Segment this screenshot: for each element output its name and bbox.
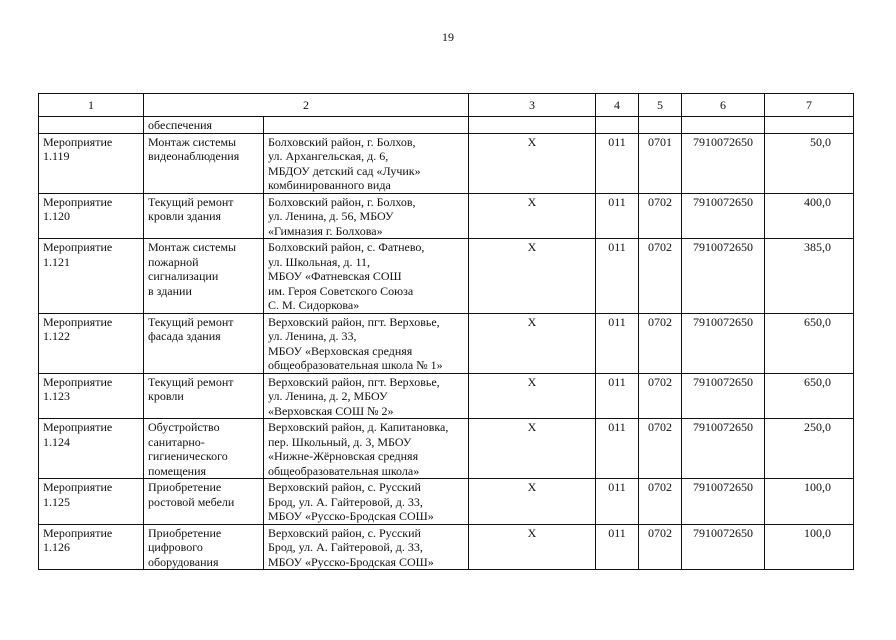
- amount-cell: 50,0: [765, 133, 854, 193]
- measure-id-cell: Мероприятие 1.123: [39, 373, 144, 419]
- budget-table: [38, 93, 854, 570]
- measure-id-cell: Мероприятие 1.125: [39, 479, 144, 525]
- col4-cell: 011: [596, 524, 639, 570]
- page-number: 19: [442, 30, 454, 44]
- measure-location-cell: Болховский район, г. Болхов, ул. Ленина, д. 56, МБОУ «Гимназия г. Болхова»: [264, 193, 469, 239]
- col4-cell: 011: [596, 313, 639, 373]
- col3-cell: Х: [469, 313, 596, 373]
- col3-cell: Х: [469, 133, 596, 193]
- col6-cell: 7910072650: [682, 193, 765, 239]
- col3-cell: Х: [469, 193, 596, 239]
- amount-cell: 100,0: [765, 524, 854, 570]
- amount-cell: 400,0: [765, 193, 854, 239]
- amount-cell: 100,0: [765, 479, 854, 525]
- table-row: [39, 419, 854, 479]
- table-row: [39, 313, 854, 373]
- measure-location-cell: Верховский район, пгт. Верховье, ул. Ленина, д. 33, МБОУ «Верховская средняя общеобразовательная школа № 1»: [264, 313, 469, 373]
- amount-cell: 250,0: [765, 419, 854, 479]
- col4-cell: 011: [596, 239, 639, 314]
- continuation-row: [39, 117, 854, 134]
- col5-cell: 0702: [639, 524, 682, 570]
- measure-id-cell: Мероприятие 1.119: [39, 133, 144, 193]
- measure-name-cell: Монтаж системы видеонаблюдения: [144, 133, 264, 193]
- measure-id-cell: Мероприятие 1.122: [39, 313, 144, 373]
- measure-name-cell: Монтаж системы пожарной сигнализации в здании: [144, 239, 264, 314]
- measure-name-cell: Обустройство санитарно- гигиенического помещения: [144, 419, 264, 479]
- header-col-5: 5: [639, 94, 682, 117]
- table-row: [39, 193, 854, 239]
- measure-name-cell: Текущий ремонт кровли здания: [144, 193, 264, 239]
- col5-cell: 0702: [639, 419, 682, 479]
- measure-id-cell: Мероприятие 1.121: [39, 239, 144, 314]
- col3-cell: Х: [469, 239, 596, 314]
- col4-cell: 011: [596, 419, 639, 479]
- col6-cell: 7910072650: [682, 419, 765, 479]
- col3-cell: Х: [469, 479, 596, 525]
- col6-cell: 7910072650: [682, 239, 765, 314]
- header-col-1: 1: [39, 94, 144, 117]
- col4-cell: 011: [596, 193, 639, 239]
- measure-id-cell: Мероприятие 1.124: [39, 419, 144, 479]
- col6-cell: 7910072650: [682, 524, 765, 570]
- table-row: [39, 479, 854, 525]
- col5-cell: 0702: [639, 193, 682, 239]
- amount-cell: 385,0: [765, 239, 854, 314]
- measure-id-cell: Мероприятие 1.126: [39, 524, 144, 570]
- col3-cell: Х: [469, 524, 596, 570]
- col6-cell: 7910072650: [682, 479, 765, 525]
- col6-cell: 7910072650: [682, 313, 765, 373]
- col4-cell: 011: [596, 373, 639, 419]
- col4-cell: 011: [596, 133, 639, 193]
- header-col-6: 6: [682, 94, 765, 117]
- col6-cell: 7910072650: [682, 133, 765, 193]
- measure-name-cell: Приобретение ростовой мебели: [144, 479, 264, 525]
- col5-cell: 0702: [639, 479, 682, 525]
- amount-cell: 650,0: [765, 373, 854, 419]
- measure-location-cell: Верховский район, д. Капитановка, пер. Школьный, д. 3, МБОУ «Нижне-Жёрновская средняя общеобразовательная школа»: [264, 419, 469, 479]
- col6-cell: 7910072650: [682, 373, 765, 419]
- measure-name-cell: Приобретение цифрового оборудования: [144, 524, 264, 570]
- col4-cell: 011: [596, 479, 639, 525]
- col5-cell: 0702: [639, 239, 682, 314]
- col5-cell: 0702: [639, 373, 682, 419]
- table-row: [39, 239, 854, 314]
- continuation-empty-cell: [39, 117, 144, 134]
- table-row: [39, 133, 854, 193]
- measure-location-cell: Верховский район, пгт. Верховье, ул. Ленина, д. 2, МБОУ «Верховская СОШ № 2»: [264, 373, 469, 419]
- col3-cell: Х: [469, 373, 596, 419]
- header-col-3: 3: [469, 94, 596, 117]
- header-col-7: 7: [765, 94, 854, 117]
- header-col-4: 4: [596, 94, 639, 117]
- continuation-text: обеспечения: [144, 117, 264, 134]
- measure-location-cell: Верховский район, с. Русский Брод, ул. А. Гайтеровой, д. 33, МБОУ «Русско-Бродская СОШ»: [264, 479, 469, 525]
- measure-name-cell: Текущий ремонт кровли: [144, 373, 264, 419]
- measure-name-cell: Текущий ремонт фасада здания: [144, 313, 264, 373]
- header-col-2: 2: [144, 94, 469, 117]
- header-row: [39, 94, 854, 117]
- col5-cell: 0701: [639, 133, 682, 193]
- table-row: [39, 524, 854, 570]
- measure-id-cell: Мероприятие 1.120: [39, 193, 144, 239]
- measure-location-cell: Верховский район, с. Русский Брод, ул. А. Гайтеровой, д. 33, МБОУ «Русско-Бродская СОШ»: [264, 524, 469, 570]
- col3-cell: Х: [469, 419, 596, 479]
- measure-location-cell: Болховский район, с. Фатнево, ул. Школьная, д. 11, МБОУ «Фатневская СОШ им. Героя Советского Союза С. М. Сидоркова»: [264, 239, 469, 314]
- measure-location-cell: Болховский район, г. Болхов, ул. Архангельская, д. 6, МБДОУ детский сад «Лучик» комбинированного вида: [264, 133, 469, 193]
- amount-cell: 650,0: [765, 313, 854, 373]
- col5-cell: 0702: [639, 313, 682, 373]
- table-row: [39, 373, 854, 419]
